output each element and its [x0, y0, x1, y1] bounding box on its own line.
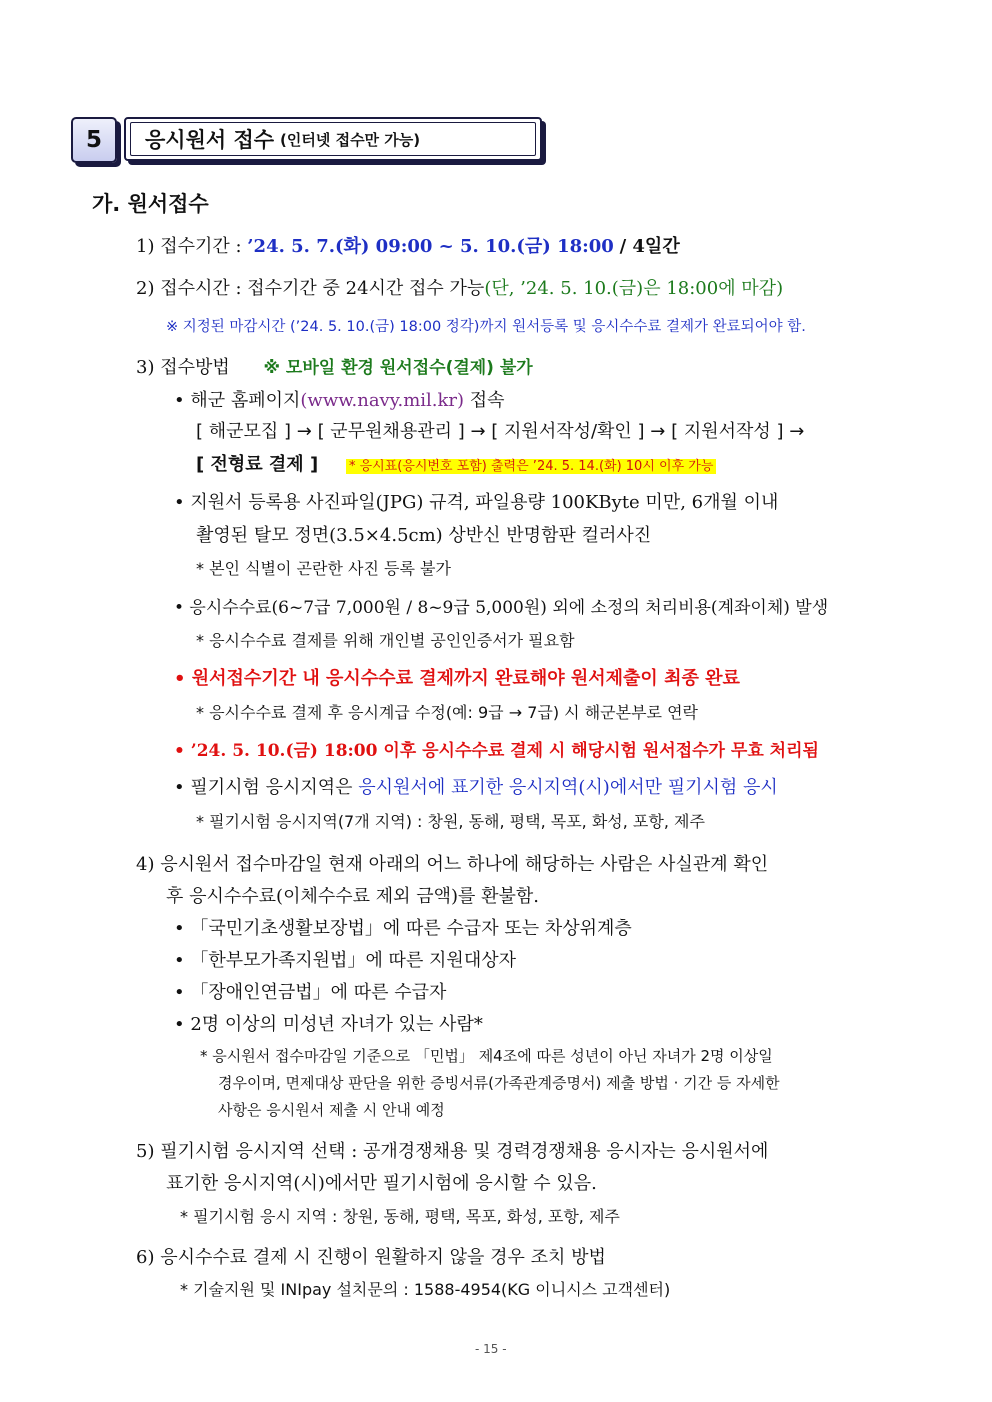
refund-bullet: • 「장애인연금법」에 따른 수급자 [174, 982, 447, 1003]
page-number: - 15 - [475, 1342, 507, 1356]
refund-note-line2: 경우이며, 면제대상 판단을 위한 증빙서류(가족관계증명서) 제출 방법 · 기간 등 자세한 [218, 1074, 780, 1092]
item1-line [136, 232, 680, 258]
item3-label: 3) 접수방법 [136, 357, 230, 378]
homepage-suffix: 접속 [469, 390, 505, 411]
item5-note: * 필기시험 응시 지역 : 창원, 동해, 평택, 목포, 화성, 포항, 제주 [180, 1207, 620, 1226]
homepage-prefix: • 해군 홈페이지 [174, 390, 301, 411]
item5-line2: 표기한 응시지역(시)에서만 필기시험에 응시할 수 있음. [166, 1173, 597, 1194]
section-title: 응시원서 접수 [145, 128, 275, 152]
photo-note: * 본인 식별이 곤란한 사진 등록 불가 [196, 559, 451, 578]
section-number-badge: 5 [71, 117, 117, 163]
bullet-invalid-warning: • ’24. 5. 10.(금) 18:00 이후 응시수수료 결제 시 해당시험 원서접수가 무효 처리됨 [174, 741, 819, 761]
exam-region-prefix: • 필기시험 응시지역은 [174, 777, 353, 798]
bullet-fee: • 응시수수료(6~7급 7,000원 / 8~9급 5,000원) 외에 소정의 처리비용(계좌이체) 발생 [174, 598, 829, 618]
item2-notice: ※ 지정된 마감시간 (’24. 5. 10.(금) 18:00 정각)까지 원서등록 및 응시수수료 결제가 완료되어야 함. [166, 319, 806, 335]
item6-line1: 6) 응시수수료 결제 시 진행이 원활하지 않을 경우 조치 방법 [136, 1247, 606, 1268]
item1-period: ’24. 5. 7.(화) 09:00 ~ 5. 10.(금) 18:00 [247, 236, 614, 257]
refund-bullet: • 「한부모가족지원법」에 따른 지원대상자 [174, 950, 516, 971]
subsection-heading: 가. 원서접수 [92, 192, 209, 216]
application-path-line2 [196, 450, 716, 476]
path-fee-step: [ 전형료 결제 ] [196, 454, 319, 475]
application-path: [ 해군모집 ] → [ 군무원채용관리 ] → [ 지원서작성/확인 ] → [ 지원서작성 ] → [196, 421, 805, 442]
item2-label: 2) 접수시간 : 접수기간 중 24시간 접수 가능 [136, 278, 485, 299]
mobile-warning: ※ 모바일 환경 원서접수(결제) 불가 [263, 358, 533, 378]
item5-line1: 5) 필기시험 응시지역 선택 : 공개경쟁채용 및 경력경쟁채용 응시자는 응시원서에 [136, 1141, 769, 1162]
print-ticket-note: * 응시표(응시번호 포함) 출력은 ’24. 5. 14.(화) 10시 이후 가능 [346, 459, 716, 474]
refund-note-line3: 사항은 응시원서 제출 시 안내 예정 [218, 1101, 445, 1119]
item1-label: 1) 접수기간 : [136, 236, 242, 257]
fee-note: * 응시수수료 결제를 위해 개인별 공인인증서가 필요함 [196, 631, 575, 650]
refund-bullet: • 「국민기초생활보장법」에 따른 수급자 또는 차상위계층 [174, 918, 632, 939]
item2-deadline-note: (단, ’24. 5. 10.(금)은 18:00에 마감) [484, 278, 784, 299]
bullet-homepage [174, 386, 505, 412]
bullet-completion-warning: • 원서접수기간 내 응시수수료 결제까지 완료해야 원서제출이 최종 완료 [174, 668, 740, 689]
refund-note-line1: * 응시원서 접수마감일 기준으로 「민법」 제4조에 따른 성년이 아닌 자녀가 2명 이상일 [200, 1047, 773, 1065]
bullet-photo-cont: 촬영된 탈모 정면(3.5×4.5cm) 상반신 반명함판 컬러사진 [196, 525, 652, 546]
section-title-box [124, 117, 542, 161]
exam-region-note: * 필기시험 응시지역(7개 지역) : 창원, 동해, 평택, 목포, 화성, 포항, 제주 [196, 812, 705, 831]
section-subtitle: (인터넷 접수만 가능) [280, 130, 421, 149]
grade-change-note: * 응시수수료 결제 후 응시계급 수정(예: 9급 → 7급) 시 해군본부로 연락 [196, 703, 698, 722]
exam-region-emphasis: 응시원서에 표기한 응시지역(시)에서만 필기시험 응시 [358, 777, 778, 798]
item4-line2: 후 응시수수료(이체수수료 제외 금액)를 환불함. [166, 886, 540, 907]
item6-note: * 기술지원 및 INIpay 설치문의 : 1588-4954(KG 이니시스 고객센터) [180, 1280, 671, 1299]
bullet-photo: • 지원서 등록용 사진파일(JPG) 규격, 파일용량 100KByte 미만, 6개월 이내 [174, 492, 779, 513]
item3-line [136, 353, 533, 379]
homepage-url: (www.navy.mil.kr) [300, 390, 465, 411]
bullet-exam-region [174, 773, 778, 799]
item1-duration: / 4일간 [619, 236, 680, 257]
item2-line [136, 274, 783, 300]
item4-line1: 4) 응시원서 접수마감일 현재 아래의 어느 하나에 해당하는 사람은 사실관계 확인 [136, 854, 769, 875]
refund-bullet: • 2명 이상의 미성년 자녀가 있는 사람* [174, 1014, 483, 1035]
